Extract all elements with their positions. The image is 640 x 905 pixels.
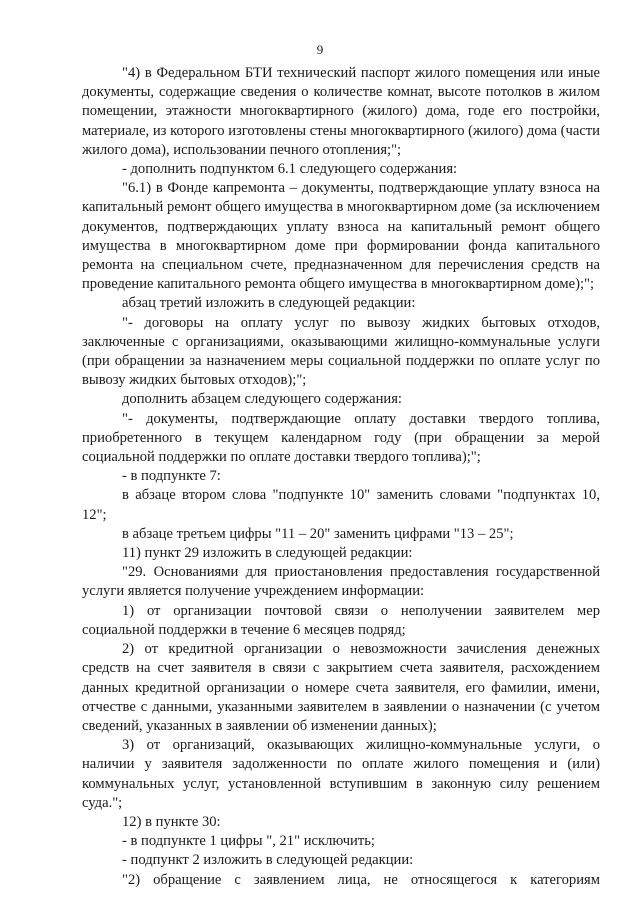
paragraph-item-11: 11) пункт 29 изложить в следующей редакции:: [122, 545, 413, 562]
paragraph-add-abzac-instruction: дополнить абзацем следующего содержания:: [122, 391, 402, 408]
document-body: [82, 64, 600, 890]
paragraph-ground-1: 1) от организации почтовой связи о неполучении заявителем мер социальной поддержки в течение 6 месяцев подряд;: [82, 602, 600, 638]
paragraph-item-29: "29. Основаниями для приостановления предоставления государственной услуги является получение учреждением информации:: [82, 564, 600, 600]
paragraph-subitem-1-exclude: - в подпункте 1 цифры ", 21" исключить;: [122, 833, 375, 850]
paragraph-contracts: "- договоры на оплату услуг по вывозу жидких бытовых отходов, заключенные с организациями, оказывающими жилищно-коммунальные услуги (при обращении за назначением меры социальной поддержки по оплате услуг по вывозу жидких бытовых отходов);";: [82, 314, 600, 389]
paragraph-subitem-2-text: "2) обращение с заявлением лица, не относящегося к категориям: [122, 871, 600, 888]
paragraph-add-subitem-6-1: - дополнить подпунктом 6.1 следующего содержания:: [122, 161, 458, 178]
paragraph-subitem-6-1: "6.1) в Фонде капремонта – документы, подтверждающие уплату взноса на капитальный ремонт общего имущества в многоквартирном доме (за исключением документов, подтверждающих уплату взноса на капитальный ремонт общего имущества в многоквартирном доме при формировании фонда капитального ремонта на специальном счете, предназначенном для перечисления средств на проведение капитального ремонта общего имущества в многоквартирном доме);";: [82, 180, 600, 293]
paragraph-subitem-4: "4) в Федеральном БТИ технический паспорт жилого помещения или иные документы, содержащие сведения о количестве комнат, высоте потолков в жилом помещении, этажности многоквартирного (жилого) дома, годе его постройки, материале, из которого изготовлены стены многоквартирного (жилого) дома (части жилого дома), использовании печного отопления;";: [82, 65, 600, 158]
paragraph-item-12: 12) в пункте 30:: [122, 813, 221, 830]
paragraph-third-abzac-instruction: абзац третий изложить в следующей редакции:: [122, 295, 416, 312]
paragraph-ground-3: 3) от организаций, оказывающих жилищно-коммунальные услуги, о наличии у заявителя задолженности по оплате жилого помещения и (или) коммунальных услуг, установленной вступившим в законную силу решением суда.";: [82, 737, 600, 811]
paragraph-subitem-7: - в подпункте 7:: [122, 468, 221, 485]
paragraph-fuel-documents: "- документы, подтверждающие оплату доставки твердого топлива, приобретенного в текущем календарном году (при обращении за мерой социальной поддержки по оплате доставки твердого топлива);";: [82, 410, 600, 466]
page-number: 9: [316, 42, 324, 57]
paragraph-ground-2: 2) от кредитной организации о невозможности зачисления денежных средств на счет заявителя в связи с закрытием счета заявителя, расхождением данных кредитной организации о номере счета заявителя, его фамилии, имени, отчестве с данными, указанными заявителем в заявлении о назначении (с учетом сведений, указанных в заявлении об изменении данных);: [82, 641, 600, 734]
paragraph-subitem-2-instruction: - подпункт 2 изложить в следующей редакции:: [122, 852, 414, 869]
paragraph-third-abzac: в абзаце третьем цифры "11 – 20" заменить цифрами "13 – 25";: [122, 525, 514, 542]
paragraph-second-abzac: в абзаце втором слова "подпункте 10" заменить словами "подпунктах 10, 12";: [82, 487, 600, 523]
